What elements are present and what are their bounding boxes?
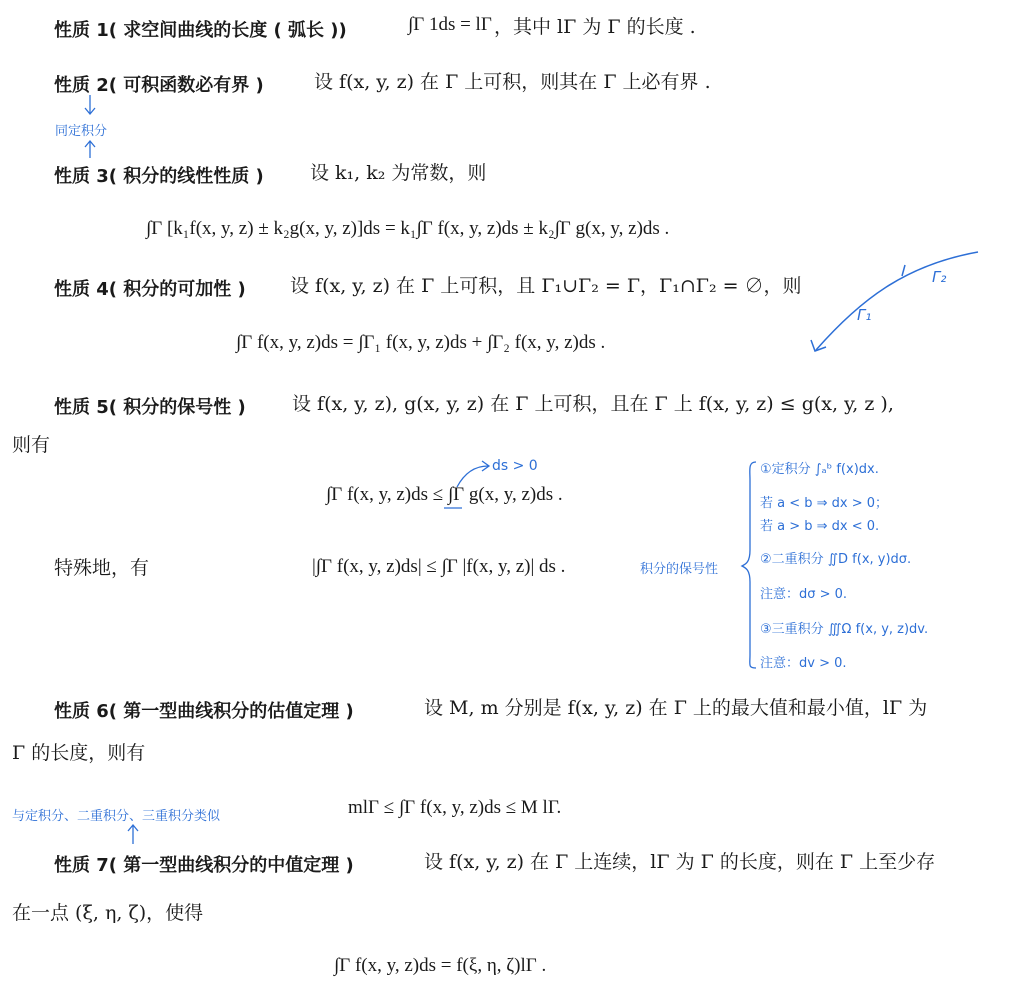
arrow-up-icon <box>85 141 95 158</box>
p2-title: 性质 2( 可积函数必有界 ) <box>54 75 264 96</box>
p4-text: 设 f(x, y, z) 在 Γ 上可积，且 Γ₁∪Γ₂ = Γ，Γ₁∩Γ₂ = ∅，则 <box>290 275 802 297</box>
note-sign-preserving: 积分的保号性 <box>640 562 719 577</box>
p5-text: 设 f(x, y, z), g(x, y, z) 在 Γ 上可积，且在 Γ 上 f(x, y, z) ≤ g(x, y, z ), <box>292 393 894 415</box>
arrow-ds-icon <box>444 461 489 508</box>
brace-note-2: 若 a < b ⇒ dx > 0； <box>760 496 889 511</box>
p4-title: 性质 4( 积分的可加性 ) <box>54 279 246 300</box>
p6-title: 性质 6( 第一型曲线积分的估值定理 ) <box>54 701 354 722</box>
p3-text: 设 k₁, k₂ 为常数，则 <box>310 162 487 184</box>
brace-note-7: 注意：dv > 0. <box>760 656 847 671</box>
p6-text: 设 M, m 分别是 f(x, y, z) 在 Γ 上的最大值和最小值，lΓ 为 <box>424 697 928 719</box>
brace-note-6: ③三重积分 ∭Ω f(x, y, z)dv. <box>760 622 929 637</box>
curve-label-gamma2: Γ₂ <box>932 268 947 286</box>
p5-text2: 则有 <box>12 434 51 456</box>
p3-formula: ∫Γ [k₁f(x, y, z) ± k₂g(x, y, z)]ds = k₁∫Γ f(x, y, z)ds ± k₂∫Γ g(x, y, z)ds . <box>146 218 670 239</box>
p2-text: 设 f(x, y, z) 在 Γ 上可积，则其在 Γ 上必有界 . <box>314 71 711 93</box>
curve-gamma-icon <box>811 252 978 351</box>
p7-formula: ∫Γ f(x, y, z)ds = f(ξ, η, ζ)lΓ . <box>334 955 547 976</box>
p1-text: ，其中 lΓ 为 Γ 的长度 . <box>494 16 696 38</box>
note-similar: 与定积分、二重积分、三重积分类似 <box>12 809 221 824</box>
p6-formula: mlΓ ≤ ∫Γ f(x, y, z)ds ≤ M lΓ. <box>348 797 562 818</box>
curve-label-gamma1: Γ₁ <box>857 306 872 324</box>
p7-title: 性质 7( 第一型曲线积分的中值定理 ) <box>54 855 354 876</box>
p6-text2: Γ 的长度，则有 <box>12 742 146 764</box>
p7-text: 设 f(x, y, z) 在 Γ 上连续，lΓ 为 Γ 的长度，则在 Γ 上至少存 <box>424 851 936 873</box>
p4-formula: ∫Γ f(x, y, z)ds = ∫Γ₁ f(x, y, z)ds + ∫Γ₂ f(x, y, z)ds . <box>236 332 606 353</box>
brace-note-5: 注意：dσ > 0. <box>760 587 848 602</box>
arrow-up-similar-icon <box>128 825 138 844</box>
brace-note-3: 若 a > b ⇒ dx < 0. <box>760 519 880 534</box>
p1-formula: ∫Γ 1ds = lΓ <box>408 14 492 35</box>
brace-icon <box>742 462 756 668</box>
p5-title: 性质 5( 积分的保号性 ) <box>54 397 246 418</box>
brace-note-1: ①定积分 ∫ₐᵇ f(x)dx. <box>760 462 879 477</box>
p5-formula: ∫Γ f(x, y, z)ds ≤ ∫Γ g(x, y, z)ds . <box>326 484 563 505</box>
note-ds-positive: ds > 0 <box>492 458 538 474</box>
p7-text2: 在一点 (ξ, η, ζ)，使得 <box>12 902 204 924</box>
brace-note-4: ②二重积分 ∬D f(x, y)dσ. <box>760 552 912 567</box>
arrow-down-icon <box>85 95 95 114</box>
p5-formula2: |∫Γ f(x, y, z)ds| ≤ ∫Γ |f(x, y, z)| ds . <box>312 556 566 577</box>
p5-special: 特殊地，有 <box>54 557 150 579</box>
p1-title: 性质 1( 求空间曲线的长度 ( 弧长 )) <box>54 20 347 41</box>
p3-title: 性质 3( 积分的线性性质 ) <box>54 166 264 187</box>
note-same-definite: 同定积分 <box>55 124 108 139</box>
